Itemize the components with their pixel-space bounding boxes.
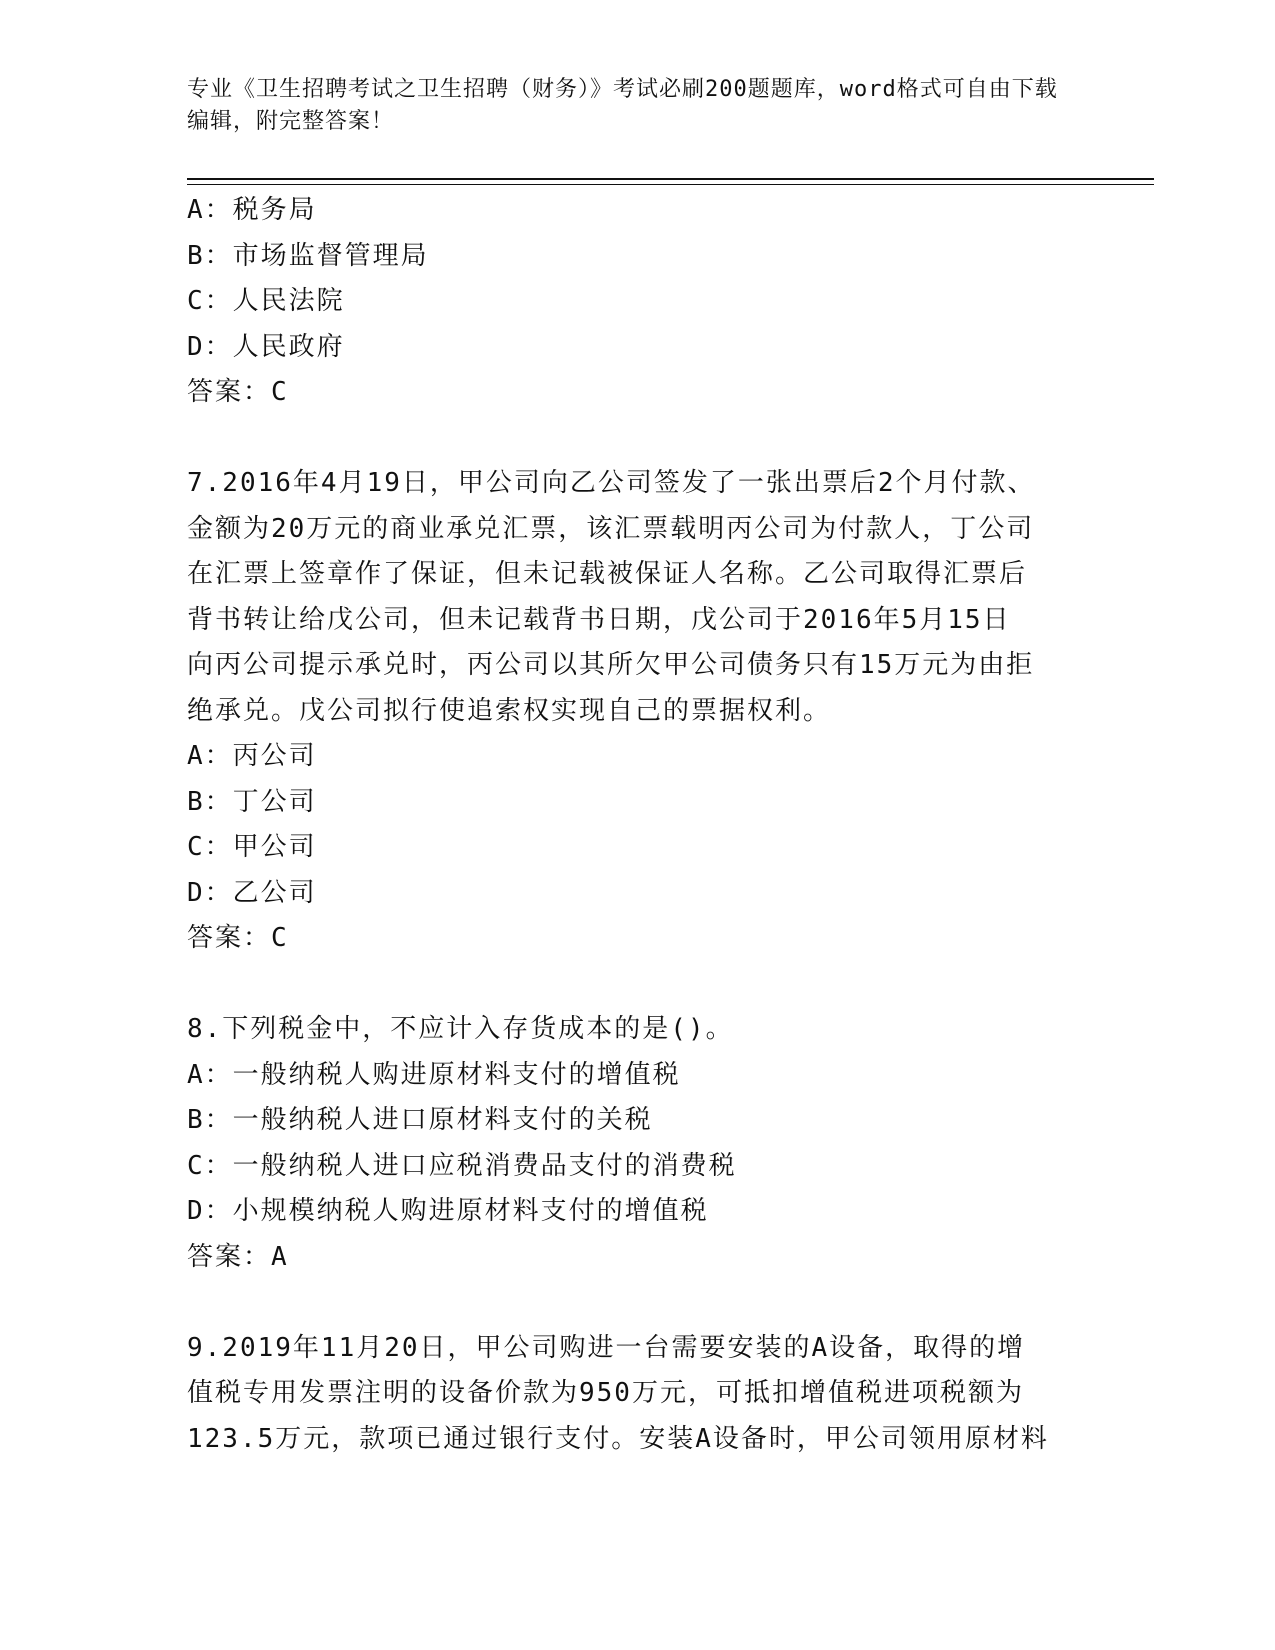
q6-option-d: D：人民政府: [187, 331, 345, 362]
spacer: [187, 416, 1087, 462]
q9-text-line-3: 123.5万元，款项已通过银行支付。安装A设备时，甲公司领用原材料: [187, 1423, 1049, 1454]
q7-text-line-5: 向丙公司提示承兑时，丙公司以其所欠甲公司债务只有15万元为由拒: [187, 650, 1035, 680]
q8-answer: 答案：A: [187, 1241, 289, 1272]
q7-text-line-4: 背书转让给戊公司，但未记载背书日期，戊公司于2016年5月15日: [187, 604, 1011, 635]
header-rule-thick: [187, 178, 1154, 180]
q7-text-line-2: 金额为20万元的商业承兑汇票，该汇票载明丙公司为付款人，丁公司: [187, 513, 1035, 544]
q9-text-line-1: 9.2019年11月20日，甲公司购进一台需要安装的A设备，取得的增: [187, 1332, 1026, 1363]
q8-option-d: D：小规模纳税人购进原材料支付的增值税: [187, 1196, 709, 1226]
q6-option-b: B：市场监督管理局: [187, 240, 429, 271]
q6-option-c: C：人民法院: [187, 286, 345, 316]
q7-option-d: D：乙公司: [187, 877, 317, 908]
q8-question: 8.下列税金中，不应计入存货成本的是()。: [187, 1014, 734, 1044]
q7-text-line-6: 绝承兑。戊公司拟行使追索权实现自己的票据权利。: [187, 695, 832, 726]
q8-option-c: C：一般纳税人进口应税消费品支付的消费税: [187, 1150, 737, 1181]
spacer: [187, 1280, 1087, 1326]
q7-text-line-3: 在汇票上签章作了保证，但未记载被保证人名称。乙公司取得汇票后: [187, 559, 1028, 589]
q9-text-line-2: 值税专用发票注明的设备价款为950万元，可抵扣增值税进项税额为: [187, 1378, 1024, 1408]
q6-answer: 答案：C: [187, 377, 289, 407]
q7-option-a: A：丙公司: [187, 741, 317, 771]
q7-option-b: B：丁公司: [187, 786, 317, 817]
question-content: [187, 188, 1087, 1462]
q7-option-c: C：甲公司: [187, 832, 317, 862]
page-header: 专业《卫生招聘考试之卫生招聘（财务）》考试必刷200题题库，word格式可自由下载编辑，附完整答案！: [187, 77, 1058, 134]
q7-answer: 答案：C: [187, 923, 289, 953]
q7-text-line-1: 7.2016年4月19日，甲公司向乙公司签发了一张出票后2个月付款、: [187, 468, 1036, 498]
spacer: [187, 962, 1087, 1008]
q8-option-a: A：一般纳税人购进原材料支付的增值税: [187, 1059, 681, 1090]
q8-option-b: B：一般纳税人进口原材料支付的关税: [187, 1105, 653, 1135]
header-rule-thin: [187, 184, 1154, 185]
q6-option-a: A：税务局: [187, 195, 317, 225]
